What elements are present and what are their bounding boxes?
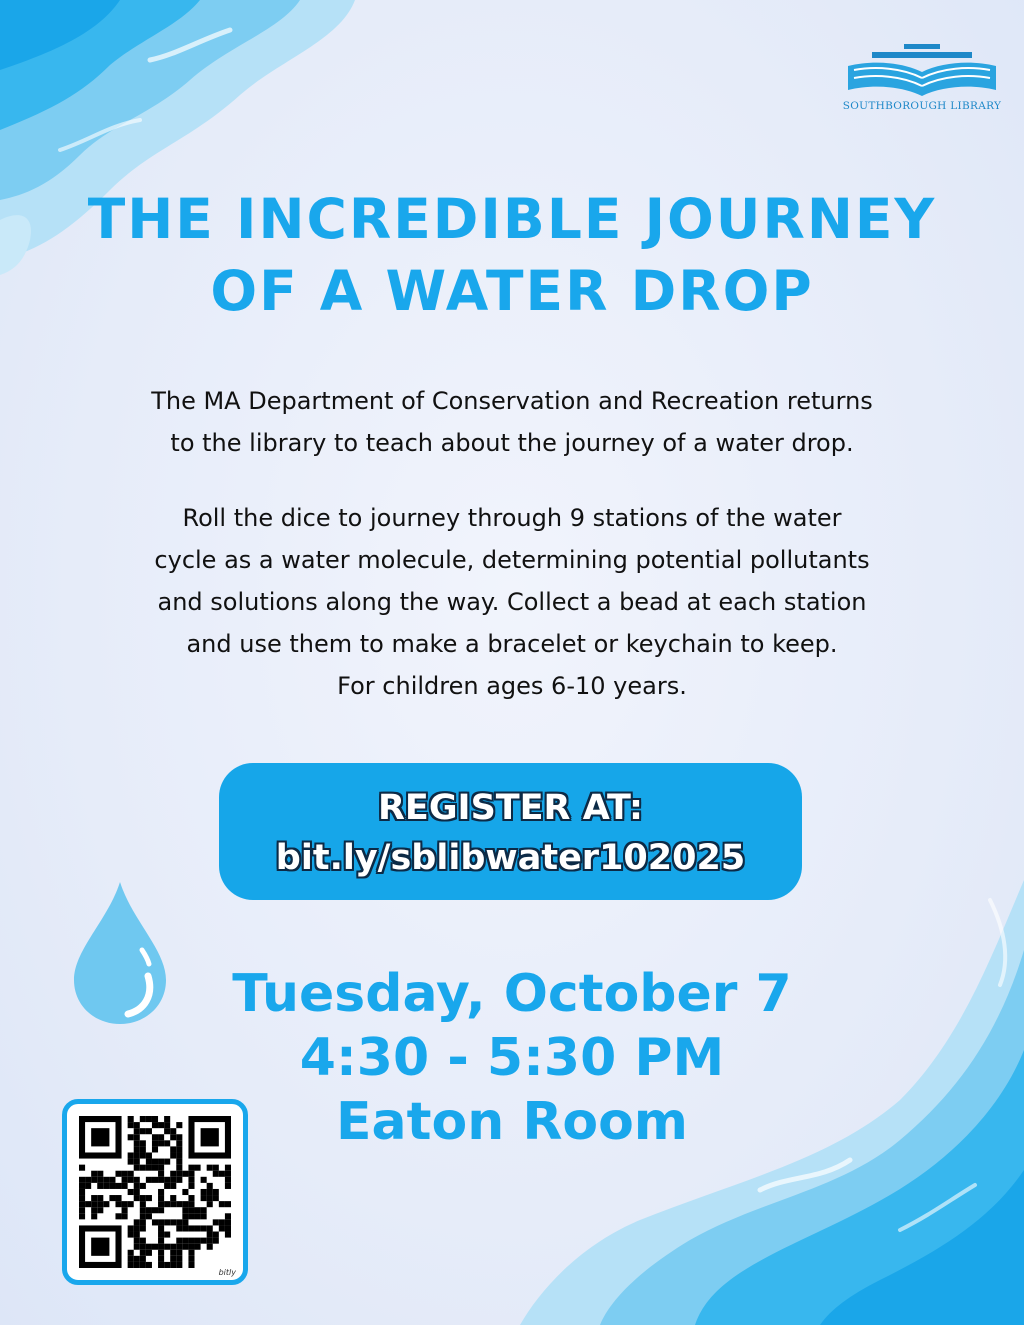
event-location: Eaton Room — [336, 1092, 688, 1152]
details-line: and use them to make a bracelet or keychain to keep. — [186, 630, 838, 658]
qr-code-pattern — [79, 1116, 231, 1268]
register-box[interactable] — [219, 763, 802, 900]
register-link[interactable]: bit.ly/sblibwater102025 — [275, 838, 746, 878]
details-line: For children ages 6-10 years. — [337, 672, 687, 700]
event-details — [160, 962, 864, 1154]
intro-line: to the library to teach about the journey of a water drop. — [170, 429, 854, 457]
water-drop-icon — [70, 880, 170, 1026]
register-label: REGISTER AT: — [377, 788, 644, 828]
open-book-icon — [842, 40, 1002, 98]
title-line-2: OF A WATER DROP — [210, 259, 814, 323]
qr-brand: bitly — [218, 1268, 236, 1277]
title-line-1: THE INCREDIBLE JOURNEY — [87, 187, 937, 251]
library-name: SOUTHBOROUGH LIBRARY — [842, 100, 1002, 112]
intro-paragraph — [60, 380, 964, 464]
event-time: 4:30 - 5:30 PM — [299, 1028, 725, 1088]
details-line: and solutions along the way. Collect a bead at each station — [157, 588, 867, 616]
page-title — [60, 183, 964, 327]
details-paragraph — [60, 497, 964, 707]
event-date: Tuesday, October 7 — [232, 964, 792, 1024]
details-line: Roll the dice to journey through 9 stations of the water — [182, 504, 842, 532]
qr-code[interactable] — [62, 1099, 248, 1285]
details-line: cycle as a water molecule, determining potential pollutants — [154, 546, 870, 574]
library-logo — [838, 40, 1006, 116]
intro-line: The MA Department of Conservation and Recreation returns — [151, 387, 873, 415]
